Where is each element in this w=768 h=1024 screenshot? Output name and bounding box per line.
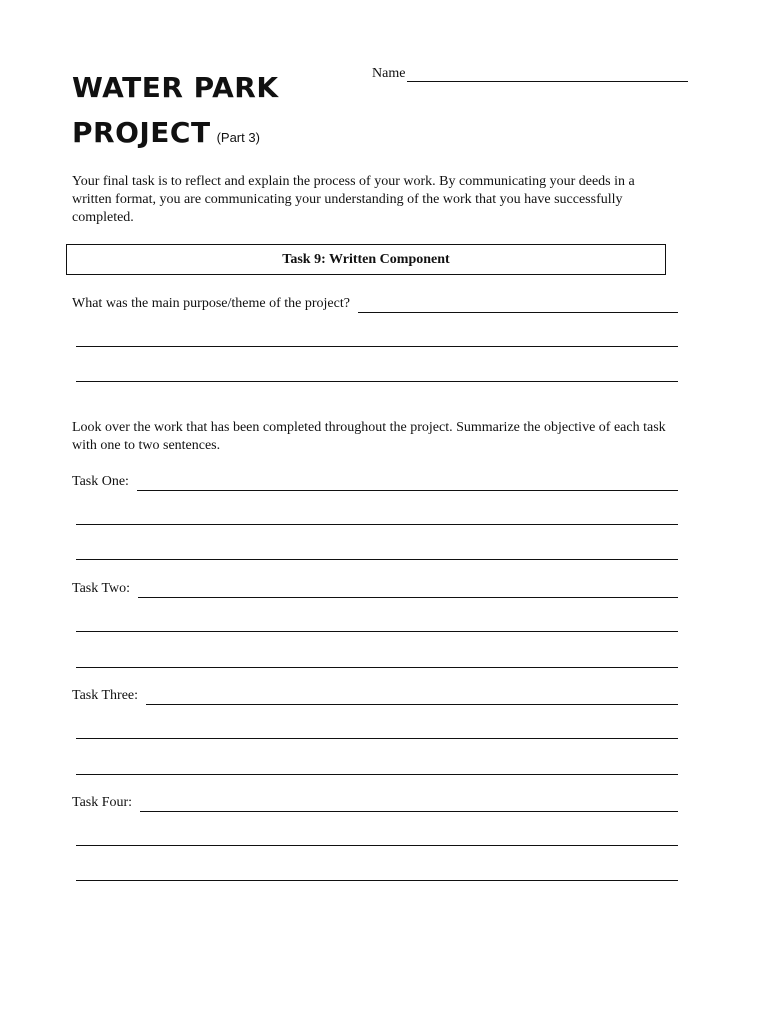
page-title-line-2 xyxy=(72,116,260,149)
answer-line[interactable] xyxy=(76,667,678,668)
intro-paragraph: Your final task is to reflect and explain the process of your work. By communicating your deeds in a written format, you are communicating your understanding of the work that you have successfully completed. xyxy=(72,174,635,225)
task-one-label: Task One: xyxy=(72,474,129,489)
task-heading: Task 9: Written Component xyxy=(282,251,450,267)
question-purpose xyxy=(72,293,678,313)
task-one-row xyxy=(72,471,678,491)
answer-line[interactable] xyxy=(76,774,678,775)
task-three-row xyxy=(72,685,678,705)
instructions-paragraph: Look over the work that has been completed throughout the project. Summarize the objective of each task with one to two sentences. xyxy=(72,420,666,453)
answer-line[interactable] xyxy=(76,381,678,382)
name-field xyxy=(372,64,688,82)
answer-line[interactable] xyxy=(76,631,678,632)
answer-line[interactable] xyxy=(138,581,678,598)
answer-line[interactable] xyxy=(76,346,678,347)
answer-line[interactable] xyxy=(76,738,678,739)
answer-line[interactable] xyxy=(146,688,678,705)
answer-line[interactable] xyxy=(137,474,678,491)
task-four-label: Task Four: xyxy=(72,795,133,810)
question-purpose-label: What was the main purpose/theme of the project? xyxy=(72,296,350,311)
task-two-row xyxy=(72,578,678,598)
page-title xyxy=(72,71,279,104)
title-part-label: (Part 3) xyxy=(216,130,260,145)
answer-line[interactable] xyxy=(76,559,678,560)
title-line-1: WATER PARK xyxy=(72,71,279,104)
answer-line[interactable] xyxy=(358,296,678,313)
title-line-2: PROJECT xyxy=(72,116,211,149)
answer-line[interactable] xyxy=(76,880,678,881)
answer-line[interactable] xyxy=(140,795,678,812)
task-two-label: Task Two: xyxy=(72,581,131,596)
name-answer-line[interactable] xyxy=(407,67,688,82)
task-three-label: Task Three: xyxy=(72,688,139,703)
answer-line[interactable] xyxy=(76,845,678,846)
task-four-row xyxy=(72,792,678,812)
name-label: Name xyxy=(372,66,406,81)
answer-line[interactable] xyxy=(76,524,678,525)
task-heading-box xyxy=(66,244,666,275)
